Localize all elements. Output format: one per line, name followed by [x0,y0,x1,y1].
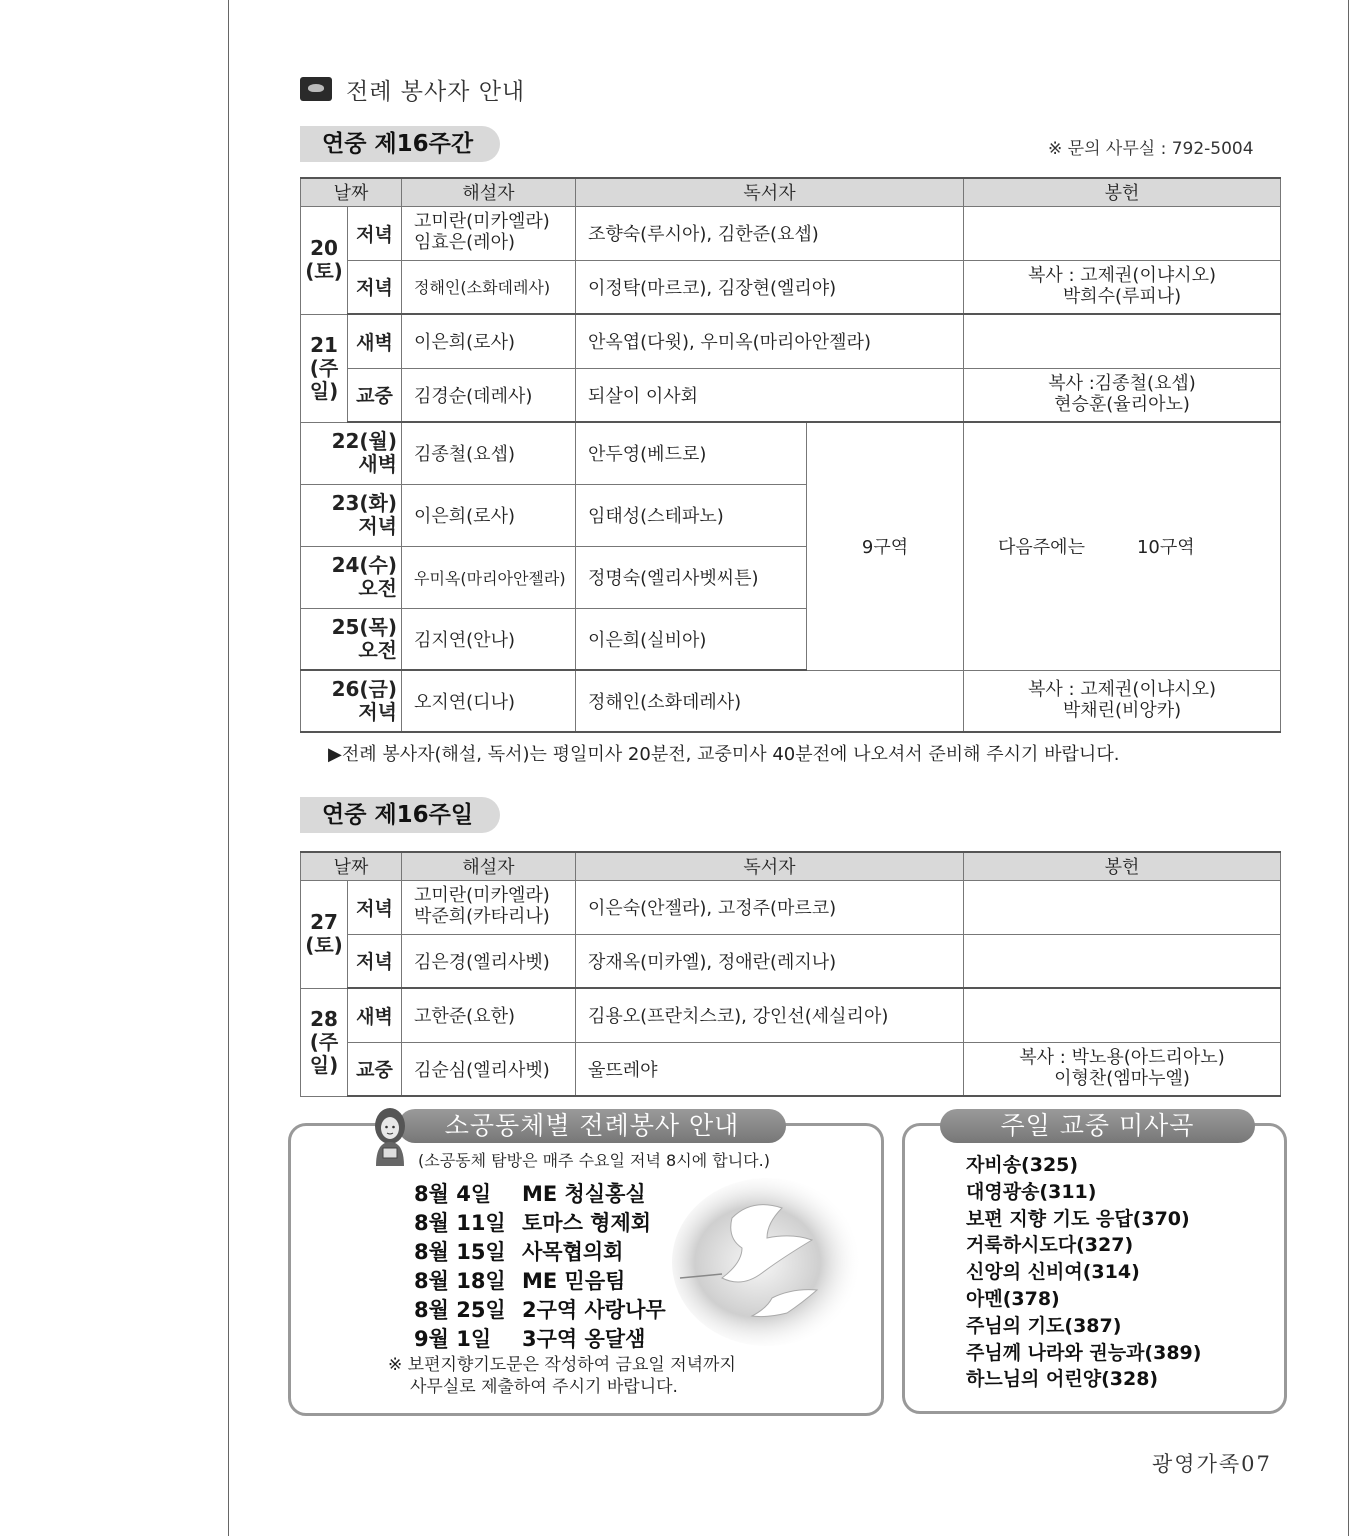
list-item: 보편 지향 기도 응답(370) [966,1207,1190,1230]
offering-cell [964,206,1281,260]
week-schedule-table [300,177,1281,733]
table-row [301,670,1281,732]
dove-illustration [672,1178,862,1346]
time-cell: 저녁 [348,260,402,314]
next-zone-cell [964,422,1281,670]
list-item [414,1294,666,1323]
list-item: 주님께 나라와 권능과(389) [966,1341,1202,1364]
reader-cell: 안옥엽(다윗), 우미옥(마리아안젤라) [576,314,964,368]
reader-cell: 김용오(프란치스코), 강인선(세실리아) [576,988,964,1042]
table-row [301,260,1281,314]
time-cell: 교중 [348,368,402,422]
reader-cell: 임태성(스테파노) [576,484,807,546]
list-item: 아멘(378) [966,1287,1060,1310]
offering-cell: 복사 : 박노용(아드리아노) 이형찬(엠마누엘) [964,1042,1281,1096]
prayer-footnote: ※ 보편지향기도문은 작성하여 금요일 저녁까지 사무실로 제출하여 주시기 바랍니다. [388,1355,736,1398]
commentator-cell: 정해인(소화데레사) [402,260,576,314]
col-date: 날짜 [301,852,402,880]
time-cell: 저녁 [348,880,402,934]
reader-cell: 이은숙(안젤라), 고정주(마르코) [576,880,964,934]
offering-cell [964,314,1281,368]
visit-date: 8월 18일 [414,1269,506,1293]
datetime-cell: 22(월) 새벽 [301,422,402,484]
table-row [301,1042,1281,1096]
col-offering: 봉헌 [964,852,1281,880]
list-item [414,1178,666,1207]
date-cell: 28 (주일) [301,988,348,1096]
page-left-edge [228,0,229,1536]
list-item [414,1323,666,1352]
reader-cell: 이정탁(마르코), 김장현(엘리야) [576,260,964,314]
time-cell: 교중 [348,1042,402,1096]
list-item [414,1236,666,1265]
sunday-schedule-table [300,851,1281,1097]
visit-date: 8월 25일 [414,1298,506,1322]
next-zone-label: 다음주에는 [998,537,1085,559]
datetime-cell: 26(금) 저녁 [301,670,402,732]
list-item: 하느님의 어린양(328) [966,1368,1159,1391]
commentator-cell: 이은희(로사) [402,314,576,368]
list-item [414,1265,666,1294]
next-zone-value: 10구역 [1136,537,1195,559]
visit-place: 토마스 형제회 [522,1211,652,1235]
hymn-box-title: 주일 교중 미사곡 [940,1109,1255,1143]
nun-icon [372,1106,408,1168]
commentator-cell: 오지연(디나) [402,670,576,732]
week-section-title: 연중 제16주간 [300,126,500,162]
page-title: 전례 봉사자 안내 [346,78,526,105]
time-cell: 저녁 [348,934,402,988]
commentator-cell: 김종철(요셉) [402,422,576,484]
table-header-row [301,178,1281,206]
zone-cell: 9구역 [807,422,964,670]
reader-cell: 정명숙(엘리사벳씨튼) [576,546,807,608]
col-offering: 봉헌 [964,178,1281,206]
list-item: 대영광송(311) [966,1180,1097,1203]
visit-place: 사목협의회 [522,1240,624,1264]
time-cell: 새벽 [348,314,402,368]
commentator-cell: 김경순(데레사) [402,368,576,422]
col-commentator: 해설자 [402,178,576,206]
date-cell: 21 (주일) [301,314,348,422]
table-row [301,206,1281,260]
table-header-row [301,852,1281,880]
page-right-edge [1348,0,1349,1536]
page-footer: 광영가족07 [1152,1452,1272,1476]
col-commentator: 해설자 [402,852,576,880]
commentator-cell: 김순심(엘리사벳) [402,1042,576,1096]
offering-cell [964,988,1281,1042]
sunday-section-title: 연중 제16주일 [300,797,500,833]
time-cell: 저녁 [348,206,402,260]
reader-cell: 안두영(베드로) [576,422,807,484]
page-header [300,74,525,104]
visit-list [414,1178,666,1352]
col-reader: 독서자 [576,852,964,880]
list-item: 주님의 기도(387) [966,1314,1122,1337]
reader-cell: 울뜨레야 [576,1042,964,1096]
commentator-cell: 고미란(미카엘라) 박준희(카타리나) [402,880,576,934]
visit-place: 2구역 사랑나무 [522,1298,666,1322]
col-date: 날짜 [301,178,402,206]
date-cell: 27 (토) [301,880,348,988]
datetime-cell: 24(수) 오전 [301,546,402,608]
col-reader: 독서자 [576,178,964,206]
list-item: 자비송(325) [966,1154,1079,1176]
commentator-cell: 김지연(안나) [402,608,576,670]
datetime-cell: 25(목) 오전 [301,608,402,670]
visit-date: 8월 4일 [414,1182,492,1206]
table-row [301,934,1281,988]
commentator-cell: 이은희(로사) [402,484,576,546]
offering-cell: 복사 : 고제권(이냐시오) 박채린(비앙카) [964,670,1281,732]
visit-place: ME 믿음팀 [522,1269,626,1293]
table-row [301,314,1281,368]
visit-date: 8월 11일 [414,1211,506,1235]
community-sub-note: (소공동체 탐방은 매주 수요일 저녁 8시에 합니다.) [418,1151,770,1170]
commentator-cell: 김은경(엘리사벳) [402,934,576,988]
list-item: 신앙의 신비여(314) [966,1261,1140,1284]
datetime-cell: 23(화) 저녁 [301,484,402,546]
offering-cell [964,934,1281,988]
hands-icon [300,77,332,101]
offering-cell [964,880,1281,934]
offering-cell: 복사 : 고제권(이냐시오) 박희수(루피나) [964,260,1281,314]
community-box-title: 소공동체별 전례봉사 안내 [398,1109,786,1143]
visit-date: 9월 1일 [414,1327,492,1351]
table-row [301,422,1281,484]
time-cell: 새벽 [348,988,402,1042]
reader-cell: 이은희(실비아) [576,608,807,670]
reader-cell: 장재옥(미카엘), 정애란(레지나) [576,934,964,988]
commentator-cell: 고한준(요한) [402,988,576,1042]
visit-place: 3구역 옹달샘 [522,1327,646,1351]
table-row [301,368,1281,422]
office-contact: ※ 문의 사무실 : 792-5004 [1048,139,1254,159]
table-row [301,880,1281,934]
hymn-list [966,1152,1201,1393]
offering-cell: 복사 :김종철(요셉) 현승훈(율리아노) [964,368,1281,422]
list-item: 거룩하시도다(327) [966,1234,1134,1257]
visit-date: 8월 15일 [414,1240,506,1264]
date-cell: 20 (토) [301,206,348,314]
commentator-cell: 우미옥(마리아안젤라) [402,546,576,608]
servers-note: ▶전례 봉사자(해설, 독서)는 평일미사 20분전, 교중미사 40분전에 나오셔서 준비해 주시기 바랍니다. [328,744,1120,765]
visit-place: ME 청실홍실 [522,1182,646,1206]
reader-cell: 되살이 이사회 [576,368,964,422]
table-row [301,988,1281,1042]
reader-cell: 정해인(소화데레사) [576,670,964,732]
commentator-cell: 고미란(미카엘라) 임효은(레아) [402,206,576,260]
list-item [414,1207,666,1236]
reader-cell: 조향숙(루시아), 김한준(요셉) [576,206,964,260]
